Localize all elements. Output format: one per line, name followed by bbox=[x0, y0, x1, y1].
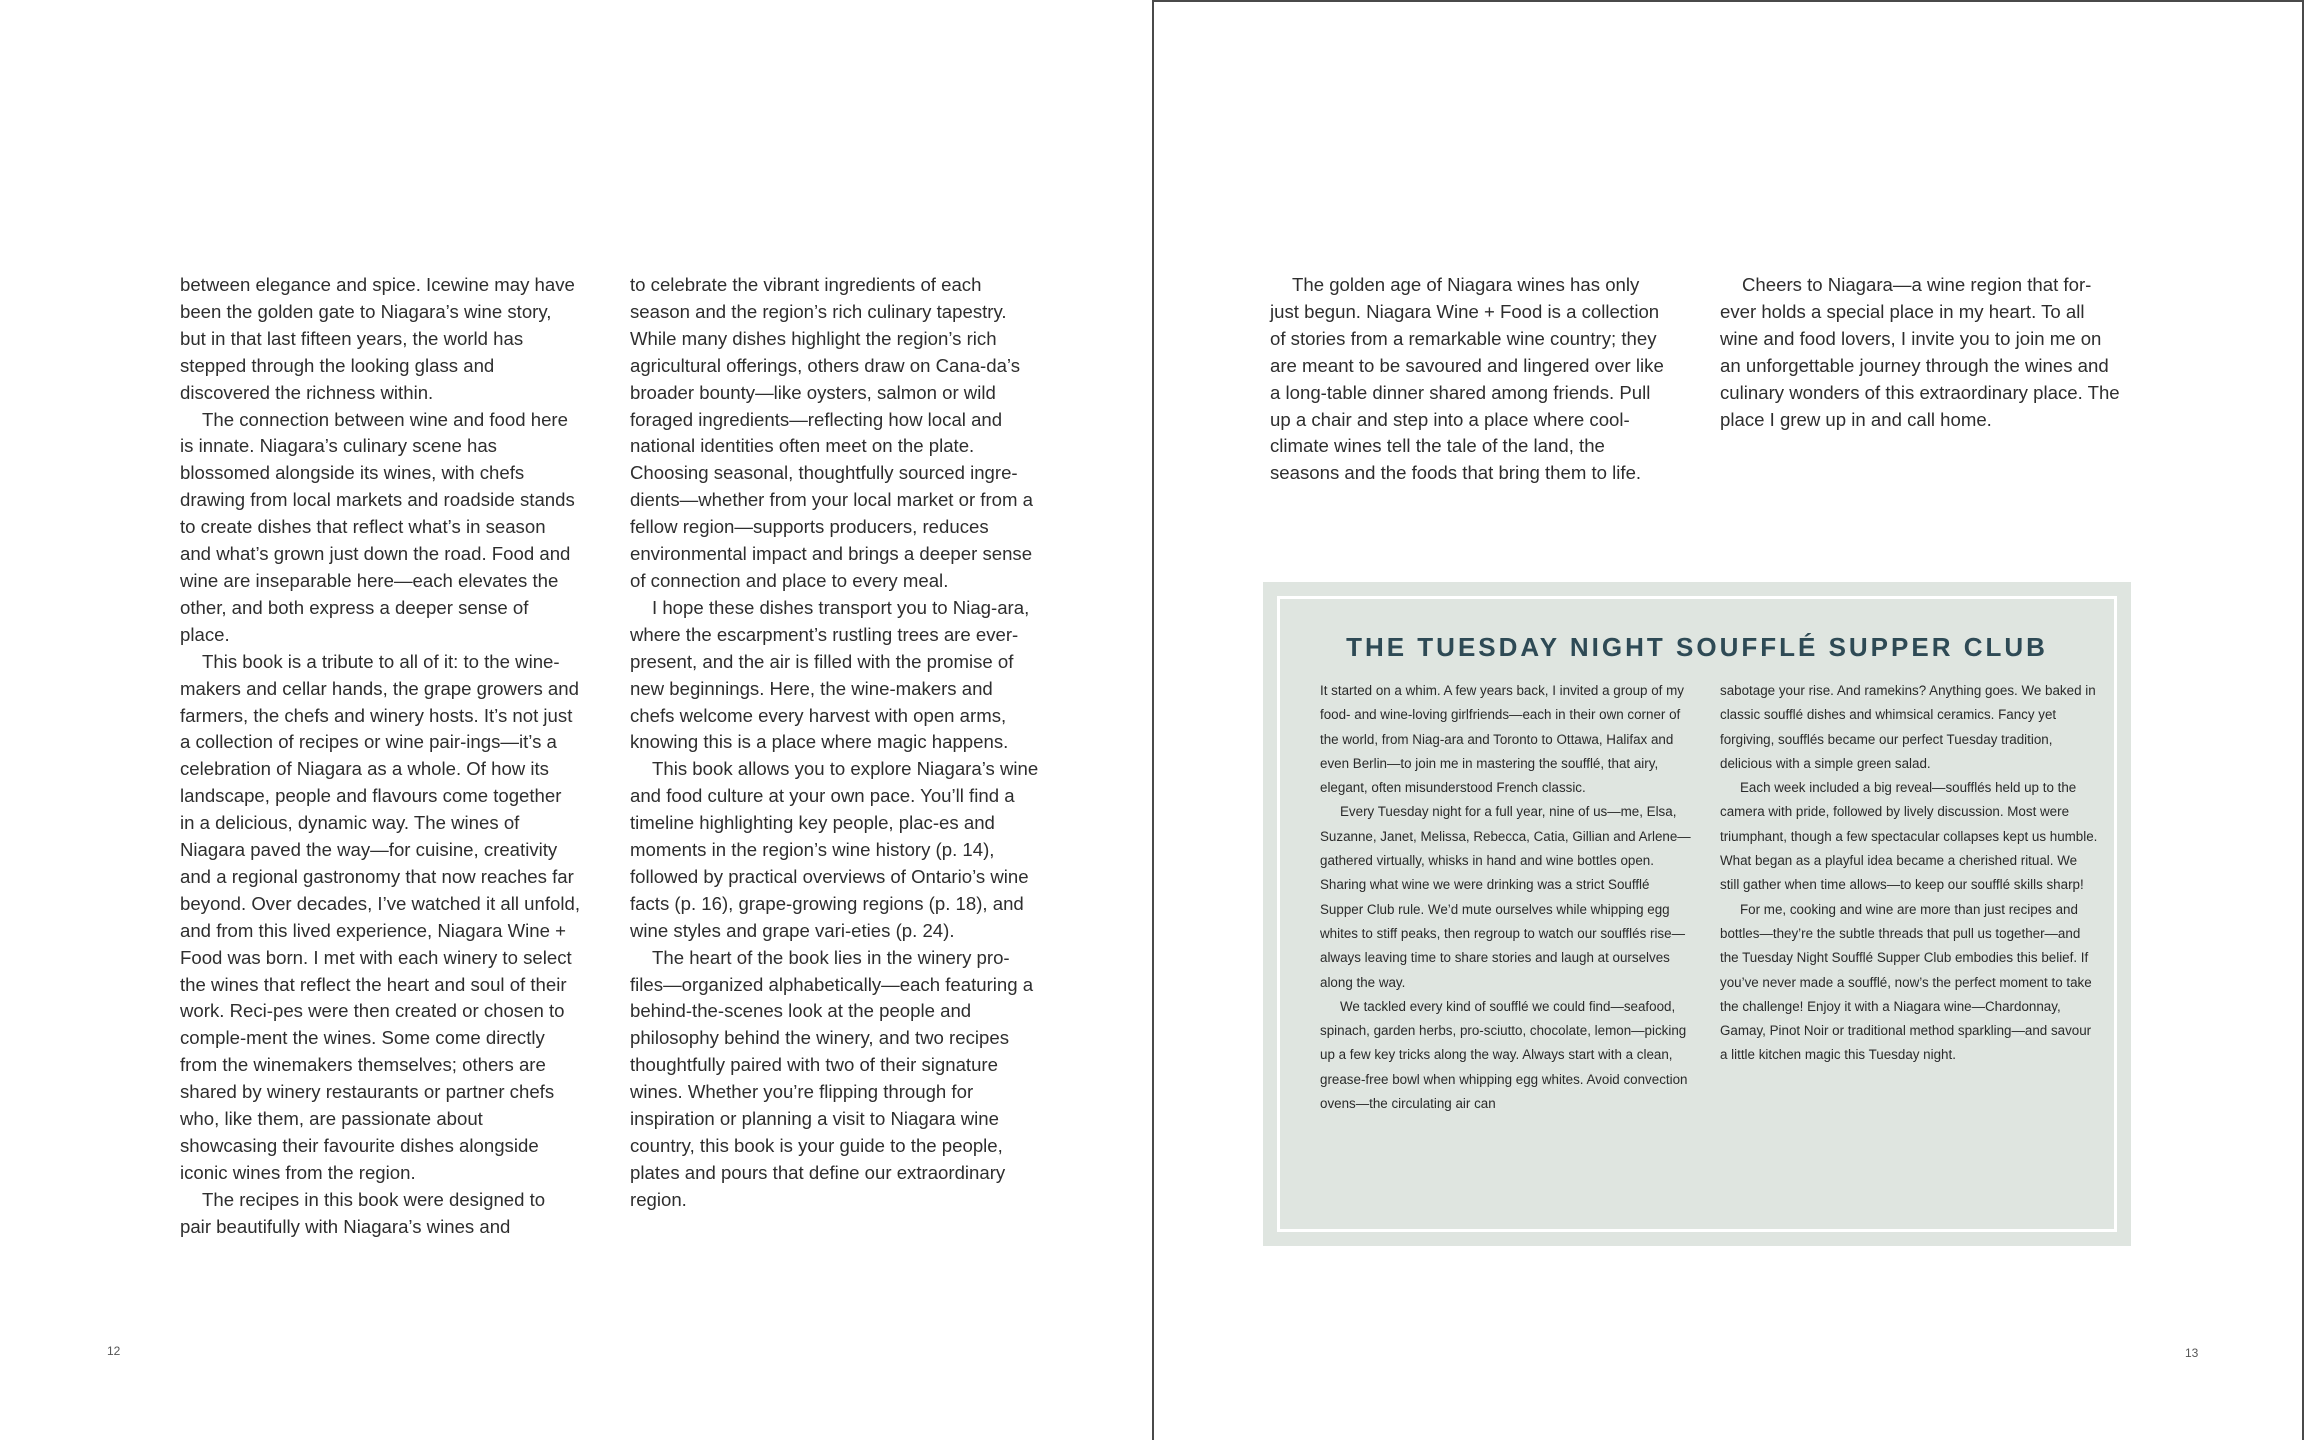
paragraph: This book is a tribute to all of it: to the wine-makers and cellar hands, the grape growers and farmers, the chefs and winery hosts. It’s not just a collection of recipes or wine pair-ings—it’s a celebration of Niagara as a whole. Of how its landscape, people and flavours come together in a delicious, dynamic way. The wines of Niagara paved the way—for cuisine, creativity and a regional gastronomy that now reaches far beyond. Over decades, I’ve watched it all unfold, and from this lived experience, Niagara Wine + Food was born. I met with each winery to select the wines that reflect the heart and soul of their work. Reci-pes were then created or chosen to comple-ment the wines. Some come directly from the winemakers themselves; others are shared by winery restaurants or partner chefs who, like them, are passionate about showcasing their favourite dishes alongside iconic wines from the region. bbox=[180, 650, 581, 1183]
paragraph: This book allows you to explore Niagara’s wine and food culture at your own pace. You’ll find a timeline highlighting key people, plac-es and moments in the region’s wine history (p. 14), followed by practical overviews of Ontario’s wine facts (p. 16), grape-growing regions (p. 18), and wine styles and grape vari-eties (p. 24). bbox=[630, 758, 1039, 941]
paragraph: The recipes in this book were designed to pair beautifully with Niagara’s wines and bbox=[180, 1188, 546, 1237]
sidebar-paragraph: We tackled every kind of soufflé we could find—seafood, spinach, garden herbs, pro-sciutto, chocolate, lemon—picking up a few key tricks along the way. Always start with a clean, grease-free bowl when whipping egg whites. Avoid convection ovens—the circulating air can bbox=[1320, 998, 1688, 1112]
right-page-column-2 bbox=[1720, 272, 2120, 433]
page-number-left: 12 bbox=[107, 1344, 121, 1358]
left-page-column-1 bbox=[180, 272, 580, 1241]
paragraph: The connection between wine and food here is innate. Niagara’s culinary scene has blossomed alongside its wines, with chefs drawing from local markets and roadside stands to create dishes that reflect what’s in season and what’s grown just down the road. Food and wine are inseparable here—each elevates the other, and both express a deeper sense of place. bbox=[180, 408, 575, 645]
paragraph: The golden age of Niagara wines has only just begun. Niagara Wine + Food is a collection of stories from a remarkable wine country; they are meant to be savoured and lingered over like a long-table dinner shared among friends. Pull up a chair and step into a place where cool-climate wines tell the tale of the land, the seasons and the foods that bring them to life. bbox=[1270, 274, 1664, 484]
paragraph: Cheers to Niagara—a wine region that for-ever holds a special place in my heart. To all wine and food lovers, I invite you to join me on an unforgettable journey through the wines and culinary wonders of this extraordinary place. The place I grew up in and call home. bbox=[1720, 274, 2120, 430]
sidebar-column-1 bbox=[1320, 679, 1695, 1116]
paragraph: I hope these dishes transport you to Niag-ara, where the escarpment’s rustling trees are ever-present, and the air is filled with the promise of new beginnings. Here, the wine-makers and chefs welcome every harvest with open arms, knowing this is a place where magic happens. bbox=[630, 596, 1030, 753]
paragraph: between elegance and spice. Icewine may have been the golden gate to Niagara’s wine story, but in that last fifteen years, the world has stepped through the looking glass and discovered the richness within. bbox=[180, 274, 575, 403]
sidebar-paragraph: Each week included a big reveal—soufflés held up to the camera with pride, followed by lively discussion. Most were triumphant, though a few spectacular collapses kept us humble. What began as a playful idea became a cherished ritual. We still gather when time allows—to keep our soufflé skills sharp! bbox=[1720, 780, 2098, 893]
paragraph: The heart of the book lies in the winery pro-files—organized alphabetically—each featuring a behind-the-scenes look at the people and philosophy behind the winery, and two recipes thoughtfully paired with two of their signature wines. Whether you’re flipping through for inspiration or planning a visit to Niagara wine country, this book is your guide to the people, plates and pours that define our extraordinary region. bbox=[630, 946, 1034, 1210]
paragraph: to celebrate the vibrant ingredients of each season and the region’s rich culinary tapestry. While many dishes highlight the region’s rich agricultural offerings, others draw on Cana-da’s broader bounty—like oysters, salmon or wild foraged ingredients—reflecting how local and national identities often meet on the plate. Choosing seasonal, thoughtfully sourced ingre-dients—whether from your local market or from a fellow region—supports producers, reduces environmental impact and brings a deeper sense of connection and place to every meal. bbox=[630, 274, 1034, 591]
sidebar-paragraph: It started on a whim. A few years back, I invited a group of my food- and wine-loving girlfriends—each in their own corner of the world, from Niag-ara and Toronto to Ottawa, Halifax and even Berlin—to join me in mastering the soufflé, that airy, elegant, often misunderstood French classic. bbox=[1320, 683, 1684, 796]
sidebar-paragraph: Every Tuesday night for a full year, nine of us—me, Elsa, Suzanne, Janet, Melissa, Rebecca, Catia, Gillian and Arlene—gathered virtually, whisks in hand and wine bottles open. Sharing what wine we were drinking was a strict Soufflé Supper Club rule. We’d mute ourselves while whipping egg whites to stiff peaks, then regroup to watch our soufflés rise—always leaving time to share stories and laugh at ourselves along the way. bbox=[1320, 804, 1691, 990]
page-number-right: 13 bbox=[2185, 1346, 2199, 1360]
sidebar-title: THE TUESDAY NIGHT SOUFFLÉ SUPPER CLUB bbox=[1346, 632, 2048, 662]
sidebar-column-2 bbox=[1720, 679, 2100, 1068]
left-page-column-2 bbox=[630, 272, 1042, 1214]
right-page-column-1 bbox=[1270, 272, 1670, 487]
sidebar-paragraph: sabotage your rise. And ramekins? Anything goes. We baked in classic soufflé dishes and whimsical ceramics. Fancy yet forgiving, soufflés became our perfect Tuesday tradition, delicious with a simple green salad. bbox=[1720, 683, 2096, 771]
souffle-supper-club-sidebar bbox=[1263, 582, 2131, 1246]
sidebar-paragraph: For me, cooking and wine are more than just recipes and bottles—they’re the subtle threads that pull us together—and the Tuesday Night Soufflé Supper Club embodies this belief. If you’ve never made a soufflé, now’s the perfect moment to take the challenge! Enjoy it with a Niagara wine—Chardonnay, Gamay, Pinot Noir or traditional method sparkling—and savour a little kitchen magic this Tuesday night. bbox=[1720, 901, 2092, 1063]
